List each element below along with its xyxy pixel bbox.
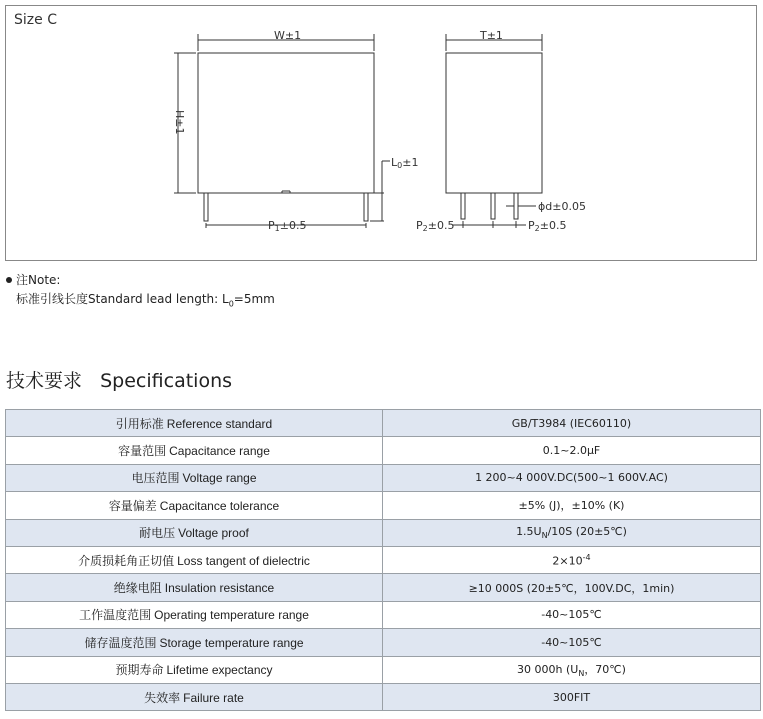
spec-parameter-zh: 绝缘电阻 bbox=[113, 581, 162, 596]
spec-parameter-cell bbox=[6, 683, 383, 710]
specifications-heading: 技术要求 Specifications bbox=[6, 370, 233, 392]
dim-p2-left-label: P2±0.5 bbox=[416, 219, 455, 233]
side-lead-2 bbox=[491, 193, 495, 219]
spec-parameter-zh: 工作温度范围 bbox=[79, 608, 152, 623]
spec-parameter-cell bbox=[6, 601, 383, 628]
spec-value-cell bbox=[383, 601, 761, 628]
side-lead-3 bbox=[514, 193, 518, 219]
table-row bbox=[6, 464, 761, 491]
note-title: 注Note: bbox=[6, 271, 275, 290]
spec-value-cell bbox=[383, 656, 761, 683]
spec-parameter-en: Storage temperature range bbox=[159, 635, 304, 650]
spec-parameter-zh: 容量范围 bbox=[118, 444, 167, 459]
table-row bbox=[6, 492, 761, 519]
spec-parameter-zh: 引用标准 bbox=[115, 416, 164, 431]
spec-parameter-cell bbox=[6, 464, 383, 491]
front-lead-right bbox=[364, 193, 368, 221]
spec-parameter-zh: 失效率 bbox=[144, 690, 181, 705]
dim-t-label: T±1 bbox=[480, 29, 503, 42]
spec-value: 1 200~4 000V.DC(500~1 600V.AC) bbox=[475, 471, 668, 485]
table-row bbox=[6, 437, 761, 464]
spec-value-main: 30 000h (U bbox=[517, 663, 579, 677]
spec-parameter-en: Capacitance range bbox=[169, 444, 270, 459]
spec-parameter-en: Lifetime expectancy bbox=[166, 663, 273, 678]
spec-value-sup: -4 bbox=[582, 552, 591, 562]
note-block bbox=[6, 271, 275, 313]
spec-parameter-en: Loss tangent of dielectric bbox=[177, 553, 310, 568]
spec-parameter-en: Capacitance tolerance bbox=[159, 498, 280, 513]
spec-parameter-en: Voltage range bbox=[182, 471, 257, 486]
spec-value-cell bbox=[383, 546, 761, 573]
spec-value-cell bbox=[383, 410, 761, 437]
spec-value-rest: /10S (20±5℃) bbox=[547, 525, 627, 539]
dim-p2-right-label: P2±0.5 bbox=[528, 219, 567, 233]
table-row bbox=[6, 601, 761, 628]
side-lead-1 bbox=[461, 193, 465, 219]
dim-l0-label: L0±1 bbox=[391, 156, 419, 170]
spec-parameter-en: Reference standard bbox=[166, 416, 273, 431]
table-row bbox=[6, 519, 761, 546]
spec-value: -40~105℃ bbox=[541, 608, 602, 622]
bullet-icon bbox=[6, 277, 12, 283]
spec-value: 300FIT bbox=[552, 690, 591, 704]
spec-parameter-cell bbox=[6, 629, 383, 656]
side-view-body bbox=[446, 53, 542, 193]
spec-parameter-cell bbox=[6, 519, 383, 546]
spec-value-sub: N bbox=[541, 531, 548, 541]
spec-value: GB/T3984 (IEC60110) bbox=[511, 416, 632, 430]
spec-parameter-cell bbox=[6, 492, 383, 519]
spec-parameter-zh: 预期寿命 bbox=[115, 663, 164, 678]
dim-h-label: H±1 bbox=[173, 110, 186, 135]
spec-parameter-cell bbox=[6, 410, 383, 437]
spec-value-cell bbox=[383, 574, 761, 601]
spec-parameter-cell bbox=[6, 574, 383, 601]
table-row bbox=[6, 683, 761, 710]
spec-value-main: 2×10 bbox=[552, 554, 583, 568]
spec-parameter-zh: 容量偏差 bbox=[108, 498, 157, 513]
spec-value-main: 1.5U bbox=[516, 525, 542, 539]
spec-parameter-cell bbox=[6, 546, 383, 573]
spec-value-cell bbox=[383, 629, 761, 656]
spec-value-cell bbox=[383, 437, 761, 464]
spec-value-cell bbox=[383, 464, 761, 491]
spec-value-cell bbox=[383, 492, 761, 519]
spec-parameter-cell bbox=[6, 656, 383, 683]
spec-parameter-zh: 耐电压 bbox=[139, 526, 176, 541]
dim-p1-label: P1±0.5 bbox=[268, 219, 307, 233]
spec-parameter-en: Failure rate bbox=[183, 690, 244, 705]
spec-parameter-en: Operating temperature range bbox=[154, 608, 309, 623]
spec-parameter-en: Voltage proof bbox=[178, 526, 249, 541]
spec-parameter-zh: 介质损耗角正切值 bbox=[78, 553, 175, 568]
spec-value-sub: N bbox=[578, 669, 585, 679]
specifications-table bbox=[5, 409, 761, 711]
front-lead-left bbox=[204, 193, 208, 221]
spec-parameter-zh: 储存温度范围 bbox=[84, 635, 157, 650]
spec-value: 0.1~2.0μF bbox=[542, 444, 601, 458]
table-row bbox=[6, 546, 761, 573]
table-row bbox=[6, 410, 761, 437]
spec-parameter-en: Insulation resistance bbox=[164, 581, 275, 596]
capacitor-dimension-drawing bbox=[6, 6, 756, 260]
spec-parameter-zh: 电压范围 bbox=[131, 471, 180, 486]
dim-w-label: W±1 bbox=[274, 29, 302, 42]
spec-value-rest: ，70℃) bbox=[584, 663, 626, 677]
table-row bbox=[6, 629, 761, 656]
dim-d-label: ϕd±0.05 bbox=[538, 200, 586, 213]
table-row bbox=[6, 574, 761, 601]
spec-value: ≥10 000S (20±5℃，100V.DC，1min) bbox=[468, 581, 675, 595]
spec-value-cell bbox=[383, 683, 761, 710]
table-row bbox=[6, 656, 761, 683]
spec-value: ±5% (J)，±10% (K) bbox=[518, 499, 625, 513]
size-label: Size C bbox=[14, 12, 57, 28]
dimension-drawing-frame bbox=[5, 5, 757, 261]
spec-parameter-cell bbox=[6, 437, 383, 464]
note-text: 标准引线长度Standard lead length: $L_0=5mm$ bbox=[16, 292, 275, 309]
spec-value: -40~105℃ bbox=[541, 635, 602, 649]
front-view-body bbox=[198, 53, 374, 193]
spec-value-cell bbox=[383, 519, 761, 546]
